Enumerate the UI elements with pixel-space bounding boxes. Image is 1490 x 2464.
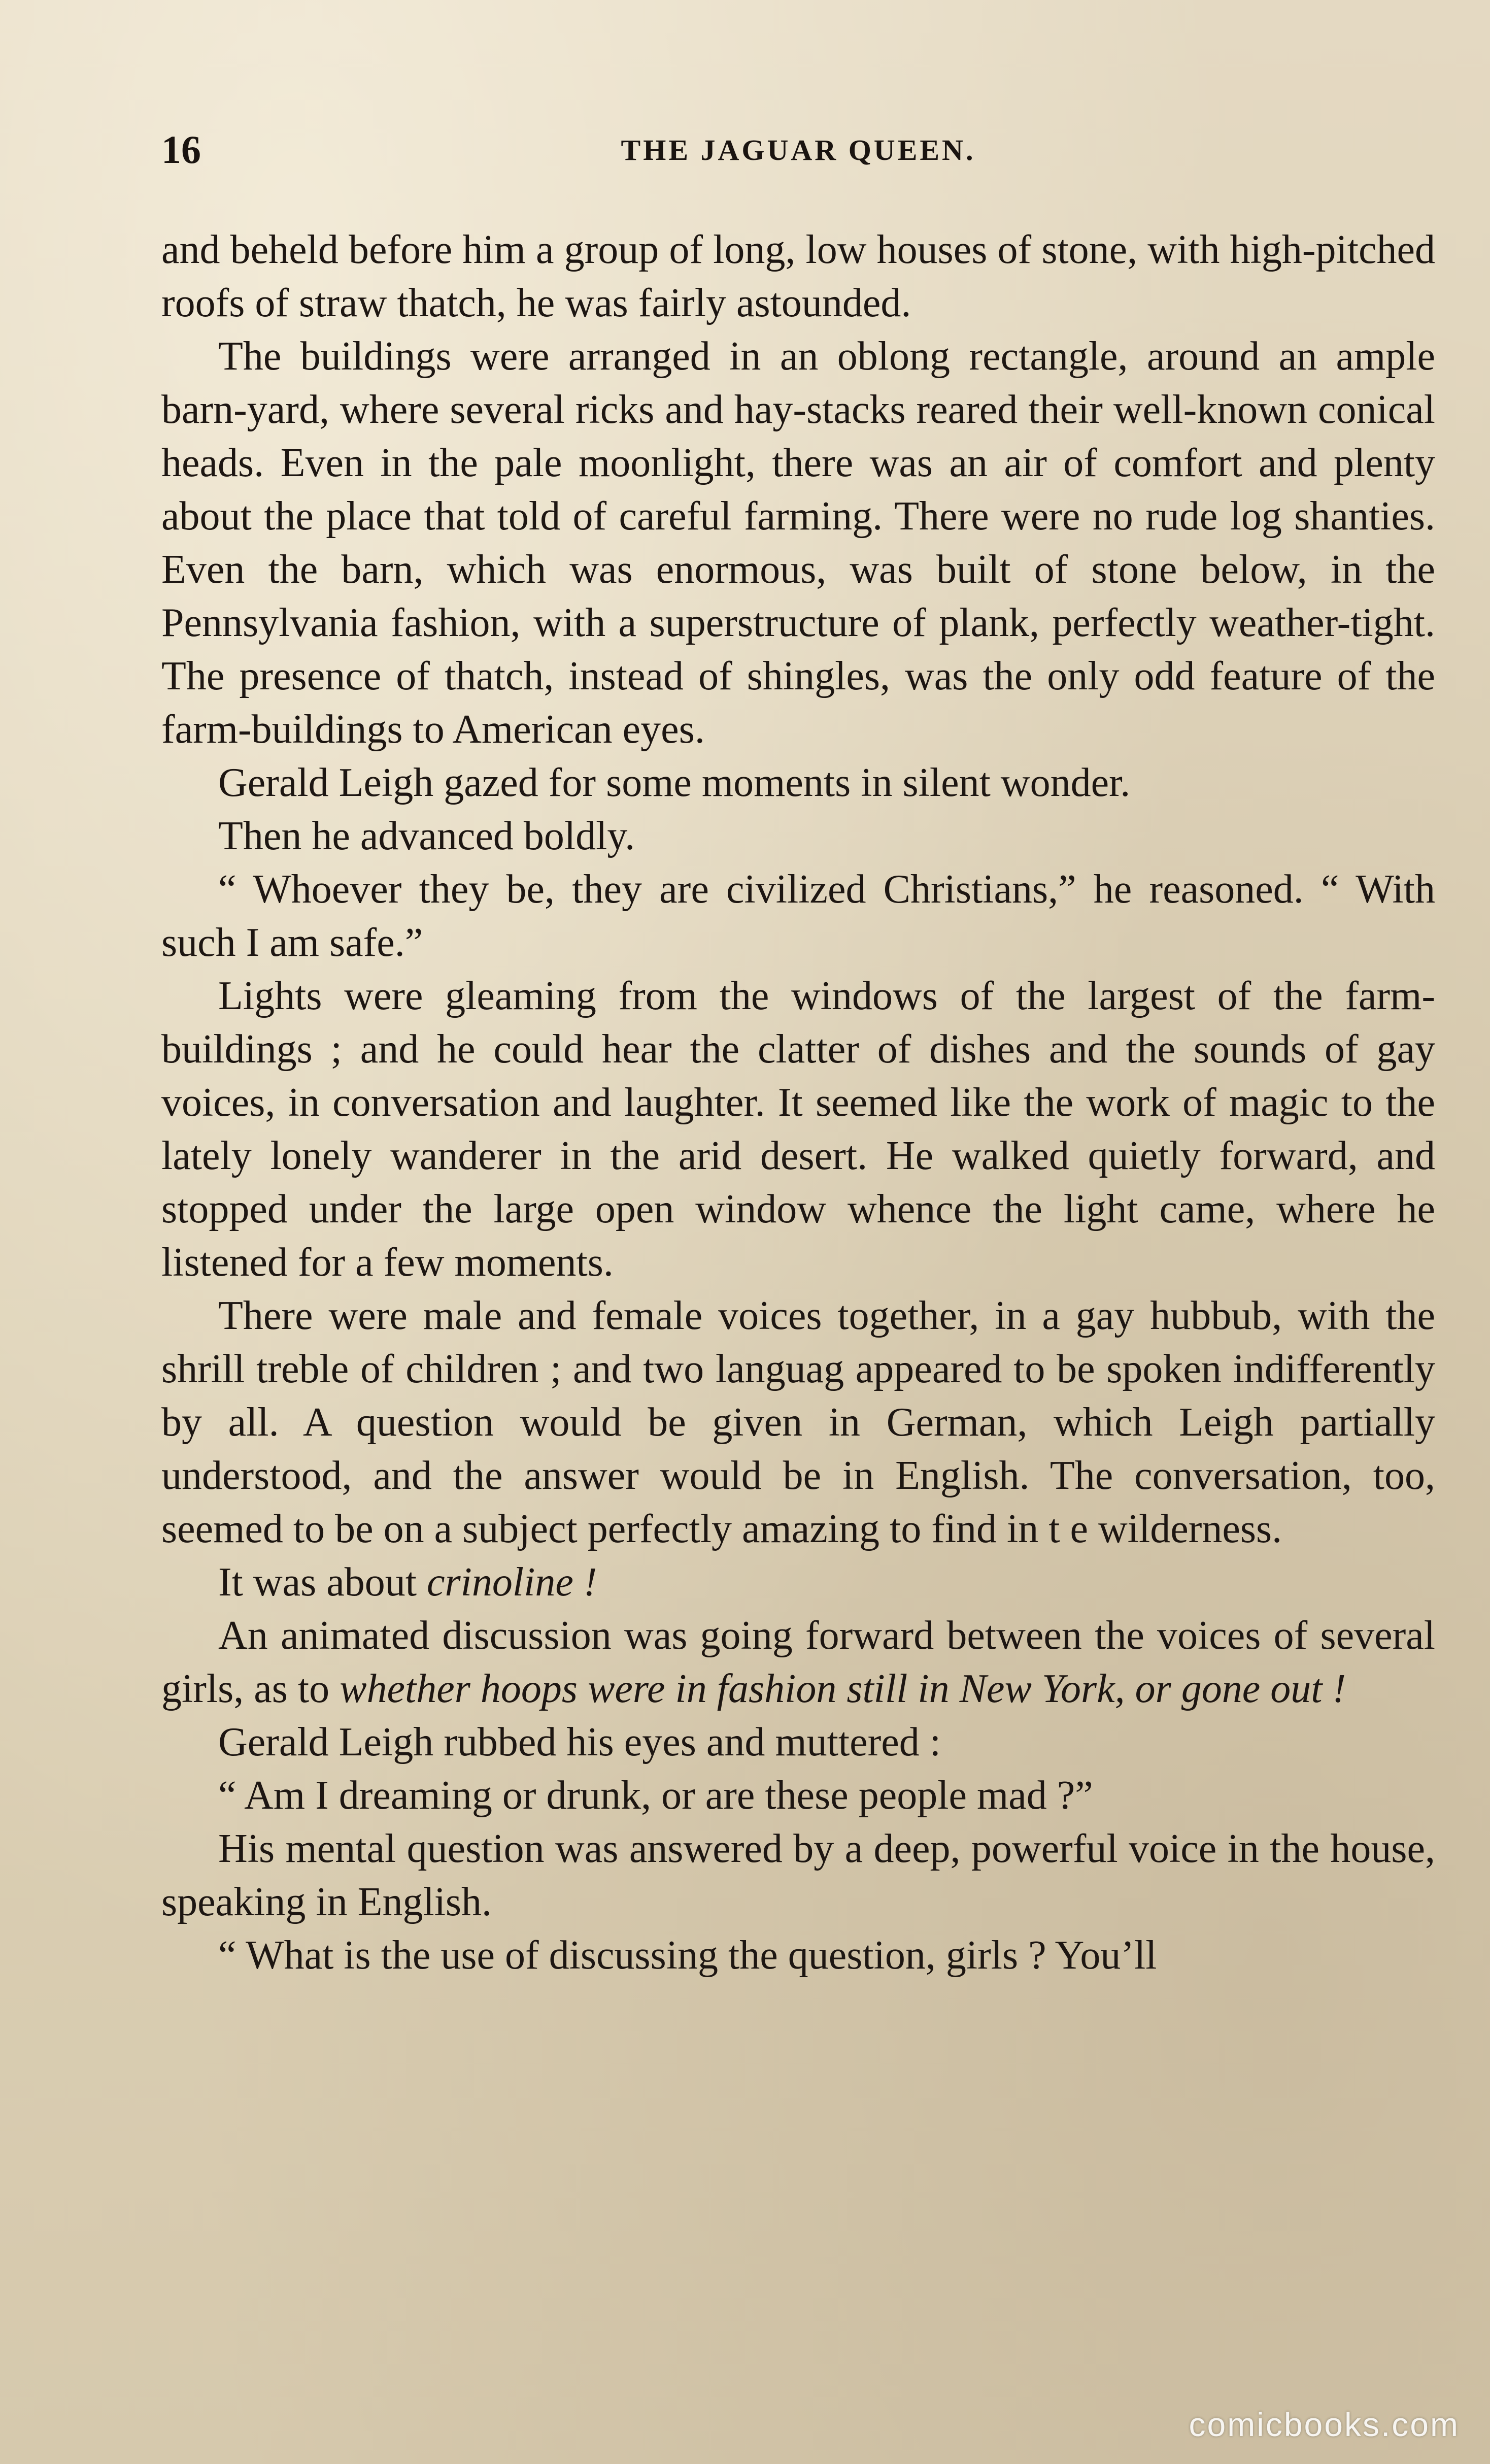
- paragraph-text: Lights were gleaming from the windows of the largest of the farm-buildings ; and he could hear the clatter of dishes and the sounds of gay voices, in conversation and laughter. It seemed like the work of magic to the lately lonely wanderer in the arid desert. He walked quietly forward, and stopped under the large open window whence the light came, where he listened for a few moments.: [161, 974, 1435, 1285]
- paragraph-text: “ Whoever they be, they are civilized Christians,” he reasoned. “ With such I am safe.”: [161, 867, 1435, 965]
- paragraph-text: There were male and female voices together, in a gay hubbub, with the shrill treble of children ; and two languag appeared to be spoken indifferently by all. A question would be given in German, which Leigh partially understood, and the answer would be in English. The conversation, too, seemed to be on a subject perfectly amazing to find in t e wilderness.: [161, 1293, 1435, 1551]
- paragraph-text: His mental question was answered by a deep, powerful voice in the house, speaking in English.: [161, 1826, 1435, 1924]
- italic-text: crinoline !: [427, 1560, 597, 1605]
- paragraph: [161, 863, 1435, 970]
- paragraph-text: An animated discussion was going forward between the voices of several girls, as to: [161, 1613, 1435, 1711]
- paragraph: [161, 1609, 1435, 1716]
- running-head: THE JAGUAR QUEEN.: [621, 134, 976, 167]
- paragraph: [161, 1822, 1435, 1929]
- paragraph: [161, 1769, 1435, 1822]
- paragraph: [161, 810, 1435, 863]
- paragraph-text: Then he advanced boldly.: [218, 814, 635, 858]
- page-number: 16: [161, 127, 201, 172]
- paragraph-text: It was about: [218, 1560, 427, 1605]
- italic-text: whether hoops were in fashion still in New York, or gone out !: [340, 1667, 1346, 1711]
- paragraph-text: “ What is the use of discussing the question, girls ? You’ll: [218, 1933, 1157, 1978]
- paragraph-text: and beheld before him a group of long, low houses of stone, with high-pitched roofs of straw thatch, he was fairly astounded.: [161, 227, 1435, 325]
- page-header: [161, 127, 1435, 183]
- paragraph: [161, 970, 1435, 1289]
- paragraph: [161, 1289, 1435, 1556]
- body-text: [161, 223, 1435, 1982]
- paragraph-text: Gerald Leigh rubbed his eyes and muttered :: [218, 1720, 941, 1764]
- watermark: comicbooks.com: [1189, 2406, 1460, 2443]
- paragraph: [161, 1929, 1435, 1982]
- paragraph: [161, 223, 1435, 330]
- paragraph: [161, 1716, 1435, 1769]
- paragraph: [161, 330, 1435, 756]
- paragraph-text: Gerald Leigh gazed for some moments in silent wonder.: [218, 760, 1131, 805]
- paragraph: [161, 756, 1435, 810]
- paragraph: [161, 1556, 1435, 1609]
- paragraph-text: The buildings were arranged in an oblong rectangle, around an ample barn-yard, where several ricks and hay-stacks reared their well-known conical heads. Even in the pale moonlight, there was an air of comfort and plenty about the place that told of careful farming. There were no rude log shanties. Even the barn, which was enormous, was built of stone below, in the Pennsylvania fashion, with a superstructure of plank, perfectly weather-tight. The presence of thatch, instead of shingles, was the only odd feature of the farm-buildings to American eyes.: [161, 334, 1435, 752]
- paragraph-text: “ Am I dreaming or drunk, or are these people mad ?”: [218, 1773, 1093, 1818]
